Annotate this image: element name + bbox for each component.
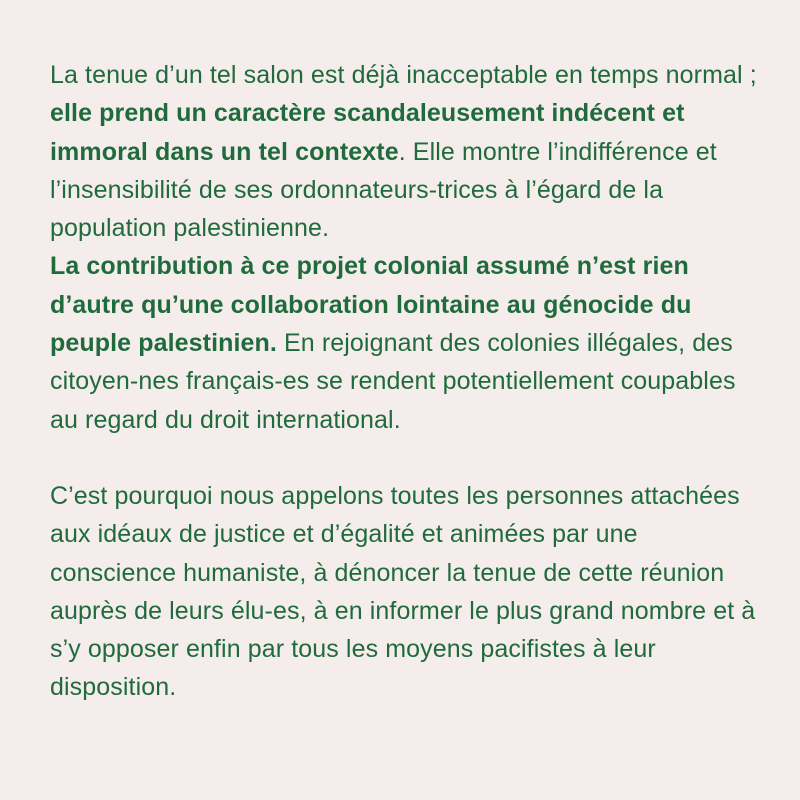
paragraph-contribution (50, 247, 760, 438)
paragraph-call-to-action (50, 477, 760, 707)
statement-text (50, 56, 760, 707)
bold-text-span: elle prend un caractère scandaleusement indécent et immoral dans un tel contexte (50, 99, 685, 166)
text-span: . Elle montre l’indifférence et l’insensibilité de ses ordonnateurs-trices à l’égard de la population palestinienne. (50, 137, 717, 243)
text-span: En rejoignant des colonies illégales, des citoyen-nes français-es se rendent potentiellement coupables au regard du droit international. (50, 329, 736, 434)
bold-text-span: La contribution à ce projet colonial assumé n’est rien d’autre qu’une collaboration lointaine au génocide du peuple palestinien. (50, 252, 692, 358)
text-span: La tenue d’un tel salon est déjà inacceptable en temps normal ; (50, 61, 757, 89)
paragraph-salon (50, 56, 760, 247)
text-span: C’est pourquoi nous appelons toutes les personnes attachées aux idéaux de justice et d’égalité et animées par une conscience humaniste, à dénoncer la tenue de cette réunion auprès de leurs élu-es, à en informer le plus grand nombre et à s’y opposer enfin par tous les moyens pacifistes à leur disposition. (50, 481, 756, 702)
